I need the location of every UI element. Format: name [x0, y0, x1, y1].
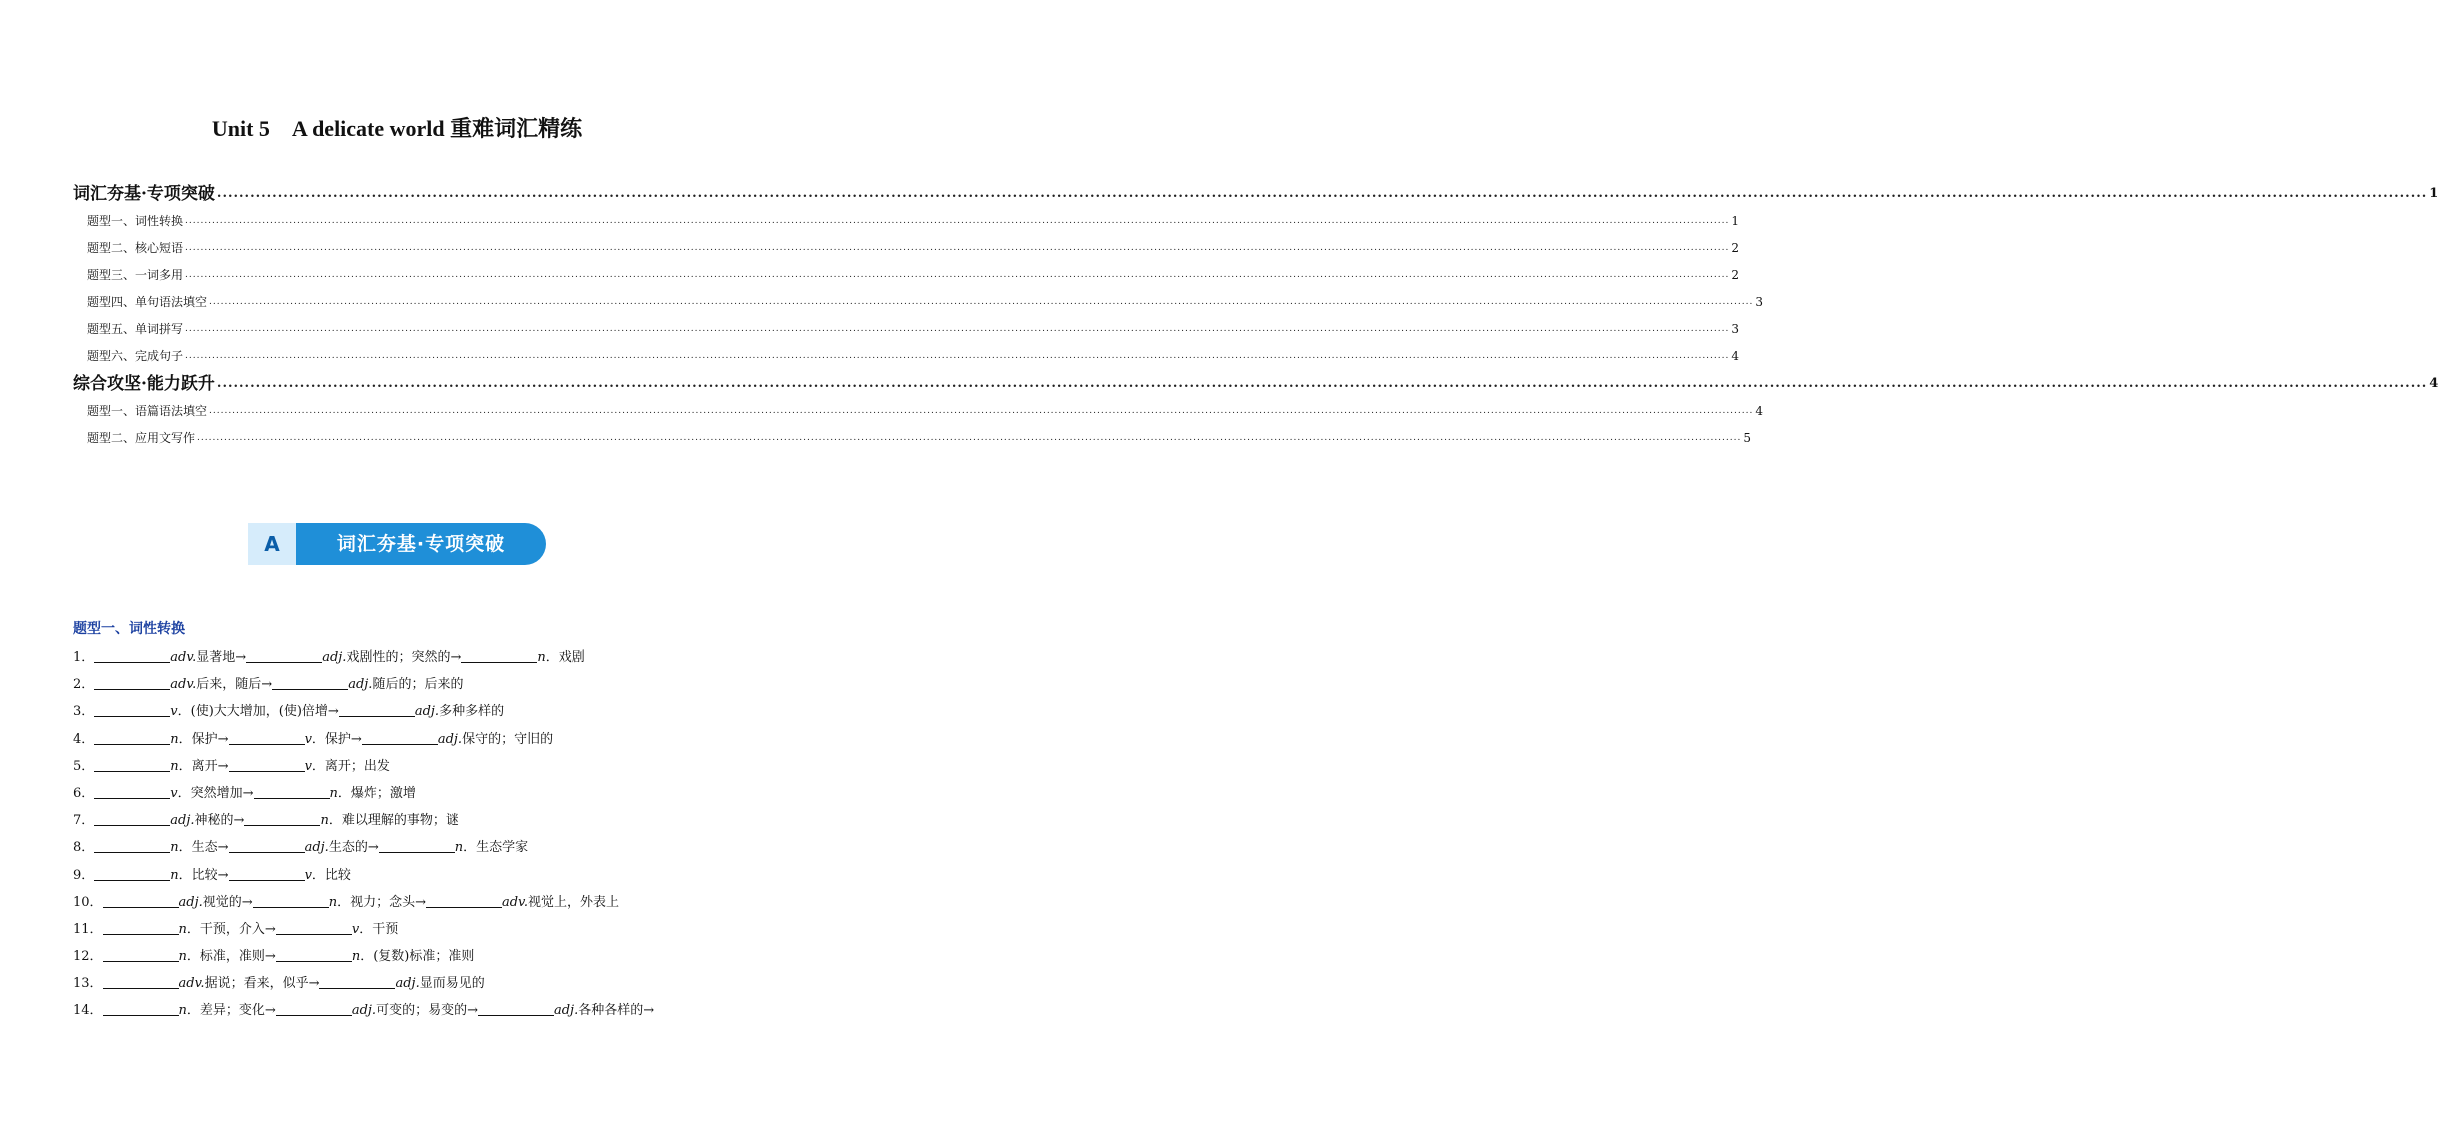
part-of-speech: n	[537, 650, 546, 665]
part-of-speech: adj.	[322, 650, 347, 665]
answer-blank[interactable]	[246, 647, 322, 663]
part-of-speech: adv.	[178, 976, 205, 992]
toc-entry[interactable]	[73, 425, 1751, 452]
definition-text: ．突然增加→	[177, 785, 254, 801]
section-heading: 题型一、词性转换	[73, 621, 185, 637]
definition-text: ．离开；出发	[311, 758, 390, 774]
exercise-item	[73, 726, 733, 753]
answer-blank[interactable]	[94, 647, 170, 663]
toc-entry[interactable]	[73, 316, 1739, 343]
part-of-speech: v	[170, 785, 178, 801]
answer-blank[interactable]	[229, 756, 305, 772]
banner-title: 词汇夯基·专项突破	[336, 533, 506, 555]
answer-blank[interactable]	[103, 973, 179, 989]
toc-page-number: 4	[2429, 376, 2438, 391]
part-of-speech: v	[304, 867, 312, 883]
toc-entry-label: 题型二、应用文写作	[87, 431, 196, 445]
part-of-speech: n	[170, 840, 179, 856]
part-of-speech: adj.	[178, 894, 203, 910]
definition-text: ．离开→	[178, 758, 229, 774]
definition-text: ．保护→	[178, 731, 229, 747]
answer-blank[interactable]	[94, 810, 170, 826]
exercise-number: 3．	[73, 704, 95, 720]
toc-leader-dots: ................................................................................................................................................................................................................................................................................................................................................................................................................	[185, 351, 1730, 361]
exercise-number: 5．	[73, 758, 95, 774]
answer-blank[interactable]	[94, 729, 170, 745]
definition-text: 保守的；守旧的	[462, 731, 554, 747]
definition-text: 各种各样的→	[578, 1003, 655, 1019]
toc-entry-label: 题型五、单词拼写	[87, 322, 184, 336]
exercise-item	[73, 807, 733, 834]
definition-text: ．标准，准则→	[186, 949, 276, 965]
answer-blank[interactable]	[362, 729, 438, 745]
answer-blank[interactable]	[94, 674, 170, 690]
exercise-number: 8．	[73, 840, 95, 856]
answer-blank[interactable]	[461, 647, 537, 663]
answer-blank[interactable]	[319, 973, 395, 989]
table-of-contents	[73, 180, 2438, 452]
exercise-number: 11．	[73, 921, 103, 937]
exercise-item	[73, 943, 733, 970]
toc-entry-label: 题型四、单句语法填空	[87, 295, 208, 309]
toc-page-number: 5	[1743, 431, 1751, 445]
answer-blank[interactable]	[276, 946, 352, 962]
toc-entry-label: 题型一、词性转换	[87, 214, 184, 228]
definition-text: ．保护→	[311, 731, 362, 747]
answer-blank[interactable]	[94, 783, 170, 799]
toc-entry[interactable]	[73, 370, 2438, 398]
exercise-number: 4．	[73, 731, 95, 747]
definition-text: ．(复数)标准；准则	[360, 949, 475, 965]
toc-page-number: 1	[2429, 186, 2438, 201]
answer-blank[interactable]	[94, 756, 170, 772]
toc-entry[interactable]	[73, 262, 1739, 289]
part-of-speech: n	[454, 840, 464, 856]
toc-leader-dots: ................................................................................................................................................................................................................................................................................................................................................................................................................	[216, 376, 2428, 391]
exercise-item	[73, 862, 733, 889]
toc-leader-dots: ................................................................................................................................................................................................................................................................................................................................................................................................................	[185, 216, 1730, 226]
part-of-speech: n	[329, 785, 338, 801]
part-of-speech: v	[304, 731, 312, 747]
part-of-speech: n	[178, 1003, 187, 1019]
answer-blank[interactable]	[244, 810, 320, 826]
toc-page-number: 2	[1731, 268, 1739, 282]
exercise-number: 12．	[73, 949, 103, 965]
toc-leader-dots: ................................................................................................................................................................................................................................................................................................................................................................................................................	[185, 243, 1730, 253]
toc-page-number: 3	[1731, 322, 1739, 336]
toc-page-number: 3	[1755, 295, 1763, 309]
definition-text: 据说；看来，似乎→	[204, 976, 320, 992]
definition-text: ．差异；变化→	[186, 1003, 276, 1019]
toc-entry-label: 综合攻坚·能力跃升	[73, 374, 215, 394]
part-of-speech: adj.	[414, 704, 440, 720]
part-of-speech: adj.	[304, 840, 329, 856]
exercise-item	[73, 970, 733, 997]
toc-leader-dots: ................................................................................................................................................................................................................................................................................................................................................................................................................	[216, 186, 2428, 201]
toc-leader-dots: ................................................................................................................................................................................................................................................................................................................................................................................................................	[185, 324, 1730, 334]
definition-text: ．戏剧	[545, 650, 585, 665]
answer-blank[interactable]	[229, 837, 305, 853]
definition-text: 戏剧性的；突然的→	[346, 650, 462, 665]
exercise-item	[73, 834, 733, 861]
answer-blank[interactable]	[253, 892, 329, 908]
exercise-item	[73, 698, 733, 725]
answer-blank[interactable]	[94, 865, 170, 881]
answer-blank[interactable]	[103, 892, 179, 908]
exercise-item	[73, 671, 733, 698]
definition-text: ．比较→	[178, 867, 229, 883]
exercise-number: 10．	[73, 894, 103, 910]
exercise-item	[73, 889, 733, 916]
exercise-item	[73, 753, 733, 780]
part-of-speech: adj.	[395, 976, 420, 992]
part-of-speech: v	[351, 921, 360, 937]
definition-text: ．干预	[359, 921, 399, 937]
definition-text: 后来，随后→	[196, 677, 273, 693]
definition-text: 视觉上，外表上	[528, 894, 620, 910]
exercise-number: 9．	[73, 867, 95, 883]
part-of-speech: adj.	[437, 731, 463, 747]
toc-entry[interactable]	[73, 398, 1763, 425]
answer-blank[interactable]	[339, 701, 415, 717]
definition-text: 视觉的→	[202, 894, 253, 910]
part-of-speech: adv.	[170, 650, 197, 665]
toc-leader-dots: ................................................................................................................................................................................................................................................................................................................................................................................................................	[209, 297, 1754, 307]
definition-text: 神秘的→	[194, 813, 245, 829]
section-banner	[248, 523, 546, 565]
definition-text: 显而易见的	[419, 976, 485, 992]
part-of-speech: n	[170, 867, 179, 883]
answer-blank[interactable]	[276, 919, 352, 935]
toc-entry[interactable]	[73, 343, 1739, 370]
part-of-speech: n	[320, 813, 329, 829]
exercise-number: 2．	[73, 677, 95, 693]
definition-text: 生态的→	[328, 840, 379, 856]
toc-entry[interactable]	[73, 289, 1763, 316]
exercise-item	[73, 916, 733, 943]
definition-text: ．难以理解的事物；谜	[328, 813, 459, 829]
part-of-speech: adj.	[348, 677, 373, 693]
part-of-speech: v	[170, 704, 178, 720]
part-of-speech: adj.	[351, 1003, 377, 1019]
banner-badge: A	[248, 523, 296, 565]
part-of-speech: adj.	[553, 1003, 579, 1019]
toc-entry-label: 词汇夯基·专项突破	[73, 184, 215, 204]
exercise-list	[73, 644, 733, 1025]
toc-entry[interactable]	[73, 208, 1739, 235]
definition-text: ．视力；念头→	[337, 894, 426, 910]
toc-entry-label: 题型三、一词多用	[87, 268, 184, 282]
toc-page-number: 4	[1731, 349, 1739, 363]
definition-text: 随后的；后来的	[372, 677, 464, 693]
part-of-speech: n	[170, 731, 179, 747]
exercise-item	[73, 780, 733, 807]
answer-blank[interactable]	[426, 892, 502, 908]
toc-leader-dots: ................................................................................................................................................................................................................................................................................................................................................................................................................	[209, 406, 1754, 416]
toc-page-number: 1	[1731, 214, 1739, 228]
definition-text: 显著地→	[196, 650, 247, 665]
exercise-number: 1．	[73, 650, 95, 665]
exercise-number: 6．	[73, 785, 95, 801]
toc-entry[interactable]	[73, 235, 1739, 262]
toc-leader-dots: ................................................................................................................................................................................................................................................................................................................................................................................................................	[197, 433, 1742, 443]
part-of-speech: v	[304, 758, 312, 774]
page-title: Unit 5 A delicate world 重难词汇精练	[211, 116, 583, 141]
toc-leader-dots: ................................................................................................................................................................................................................................................................................................................................................................................................................	[185, 270, 1730, 280]
exercise-number: 14．	[73, 1003, 103, 1019]
part-of-speech: n	[178, 921, 187, 937]
part-of-speech: n	[170, 758, 179, 774]
toc-entry-label: 题型二、核心短语	[87, 241, 184, 255]
exercise-item	[73, 644, 733, 671]
definition-text: ．(使)大大增加，(使)倍增→	[177, 704, 339, 720]
part-of-speech: adv.	[170, 677, 197, 693]
part-of-speech: n	[328, 894, 338, 910]
definition-text: ．爆炸；激增	[337, 785, 416, 801]
exercise-number: 7．	[73, 813, 95, 829]
toc-entry[interactable]	[73, 180, 2438, 208]
answer-blank[interactable]	[379, 837, 455, 853]
definition-text: 可变的；易变的→	[376, 1003, 478, 1019]
part-of-speech: n	[351, 949, 361, 965]
definition-text: ．比较	[311, 867, 351, 883]
toc-page-number: 2	[1731, 241, 1739, 255]
answer-blank[interactable]	[272, 674, 348, 690]
answer-blank[interactable]	[276, 1000, 352, 1016]
answer-blank[interactable]	[478, 1000, 554, 1016]
answer-blank[interactable]	[94, 701, 170, 717]
definition-text: ．生态学家	[463, 840, 529, 856]
toc-page-number: 4	[1755, 404, 1763, 418]
definition-text: 多种多样的	[439, 704, 505, 720]
definition-text: ．生态→	[178, 840, 229, 856]
answer-blank[interactable]	[94, 837, 170, 853]
exercise-item	[73, 997, 733, 1024]
answer-blank[interactable]	[103, 946, 179, 962]
answer-blank[interactable]	[229, 865, 305, 881]
part-of-speech: adv.	[501, 894, 528, 910]
answer-blank[interactable]	[229, 729, 305, 745]
exercise-number: 13．	[73, 976, 103, 992]
answer-blank[interactable]	[254, 783, 330, 799]
answer-blank[interactable]	[103, 919, 179, 935]
toc-entry-label: 题型一、语篇语法填空	[87, 404, 208, 418]
toc-entry-label: 题型六、完成句子	[87, 349, 184, 363]
part-of-speech: n	[178, 949, 187, 965]
part-of-speech: adj.	[170, 813, 195, 829]
definition-text: ．干预，介入→	[186, 921, 276, 937]
answer-blank[interactable]	[103, 1000, 179, 1016]
